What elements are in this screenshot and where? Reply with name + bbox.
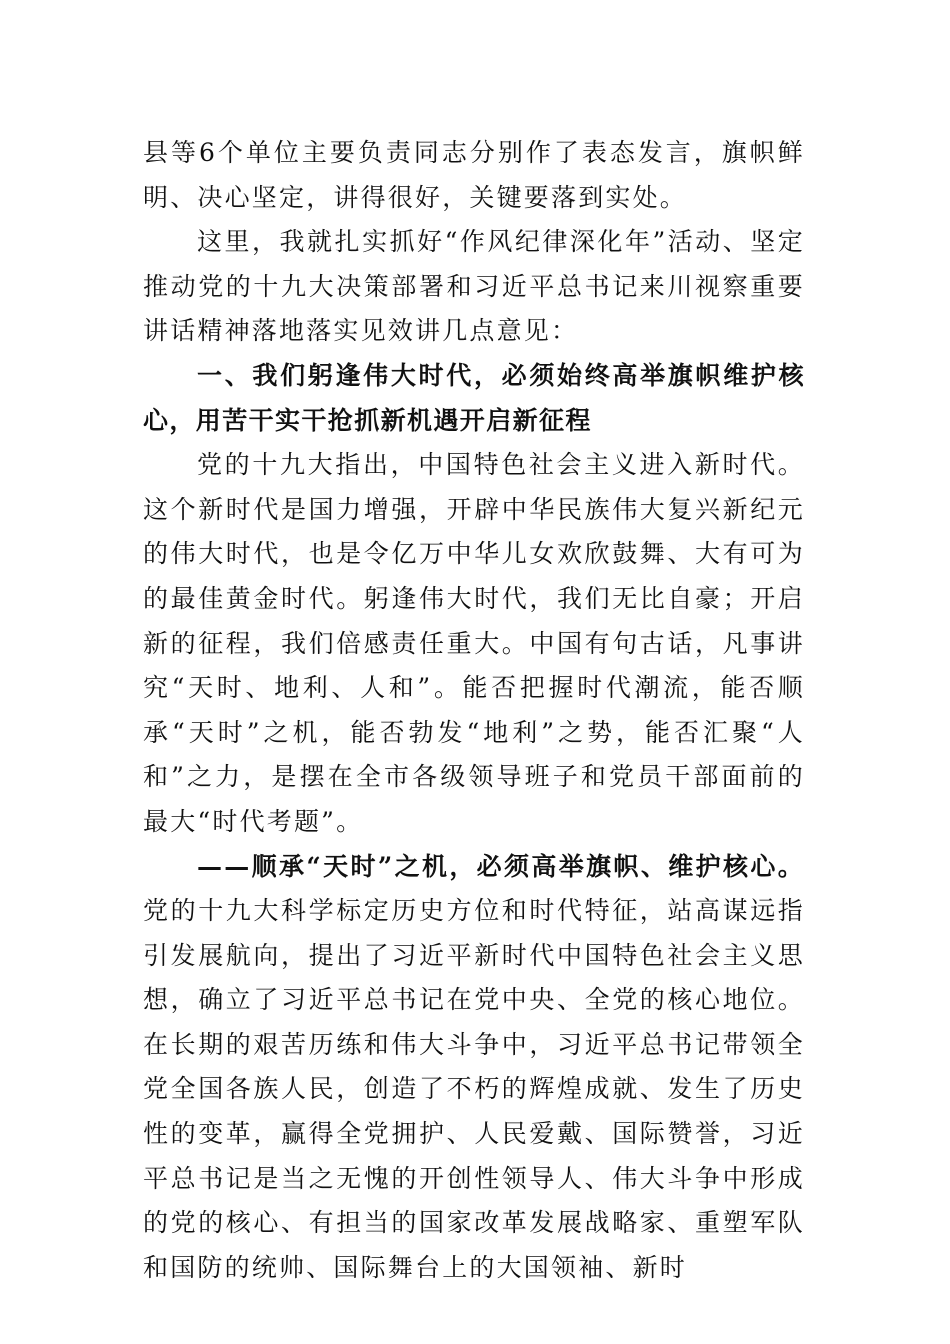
paragraph-continuation: 县等6个单位主要负责同志分别作了表态发言，旗帜鲜明、决心坚定，讲得很好，关键要落到实处。	[143, 138, 805, 212]
paragraph-lead-text: ——顺承“天时”之机，必须高举旗帜、维护核心。	[197, 851, 805, 881]
paragraph-intro: 这里，我就扎实抓好“作风纪律深化年”活动、坚定推动党的十九大决策部署和习近平总书记来川视察重要讲话精神落地落实见效讲几点意见：	[143, 227, 805, 346]
section-heading-one: 一、我们躬逢伟大时代，必须始终高举旗帜维护核心，用苦干实干抢抓新机遇开启新征程	[143, 360, 805, 435]
document-body	[143, 131, 805, 1290]
paragraph-body-text: 党的十九大科学标定历史方位和时代特征，站高谋远指引发展航向，提出了习近平新时代中国特色社会主义思想，确立了习近平总书记在党中央、全党的核心地位。在长期的艰苦历练和伟大斗争中，习近平总书记带领全党全国各族人民，创造了不朽的辉煌成就、发生了历史性的变革，赢得全党拥护、人民爱戴、国际赞誉，习近平总书记是当之无愧的开创性领导人、伟大斗争中形成的党的核心、有担当的国家改革发展战略家、重塑军队和国防的统帅、国际舞台上的大国领袖、新时	[143, 896, 805, 1282]
paragraph-tianshi	[143, 845, 805, 1291]
paragraph-new-era: 党的十九大指出，中国特色社会主义进入新时代。这个新时代是国力增强，开辟中华民族伟大复兴新纪元的伟大时代，也是令亿万中华儿女欢欣鼓舞、大有可为的最佳黄金时代。躬逢伟大时代，我们无比自豪；开启新的征程，我们倍感责任重大。中国有句古话，凡事讲究“天时、地利、人和”。能否把握时代潮流，能否顺承“天时”之机，能否勃发“地利”之势，能否汇聚“人和”之力，是摆在全市各级领导班子和党员干部面前的最大“时代考题”。	[143, 450, 805, 836]
